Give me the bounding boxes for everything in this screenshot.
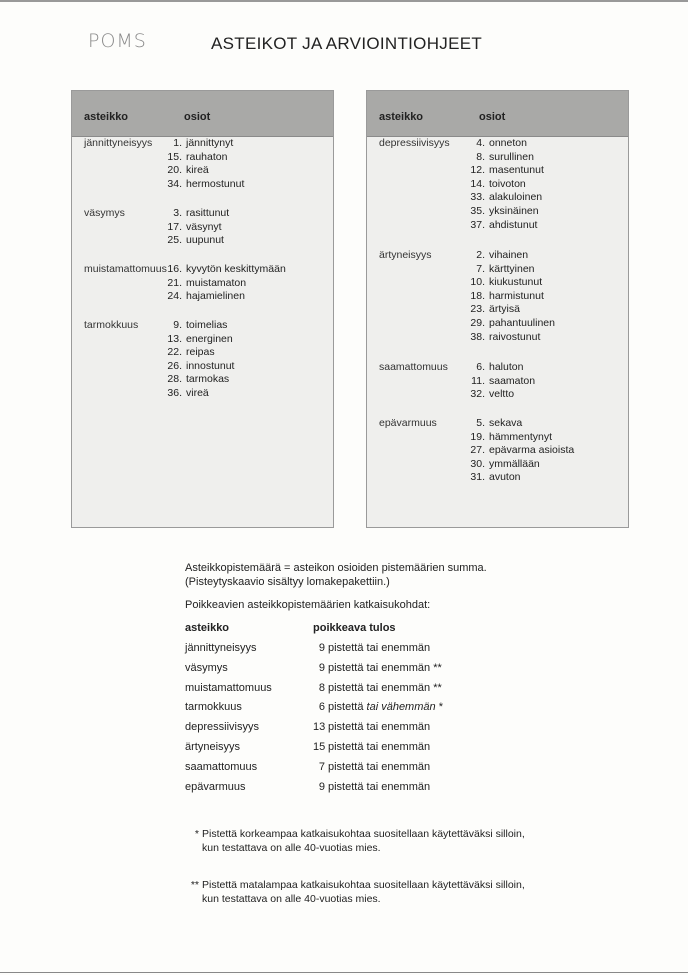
table-header bbox=[367, 91, 628, 137]
item-list bbox=[467, 417, 574, 485]
scale-name: ärtyneisyys bbox=[379, 249, 432, 261]
list-item: 30. ymmällään bbox=[470, 457, 540, 470]
list-item: 1. jännittynyt bbox=[173, 137, 234, 149]
list-item: 7. kärttyinen bbox=[476, 262, 535, 275]
item-list bbox=[467, 137, 544, 232]
page-bottom-border bbox=[0, 972, 688, 973]
list-item: 4. onneton bbox=[476, 137, 527, 149]
page-title: ASTEIKOT JA ARVIOINTIOHJEET bbox=[211, 34, 483, 53]
list-item: 3. rasittunut bbox=[173, 207, 230, 219]
scales-table-right bbox=[366, 90, 629, 528]
list-item: 19. hämmentynyt bbox=[470, 430, 553, 443]
list-item: 38. raivostunut bbox=[470, 330, 541, 343]
cutoff-intro: Poikkeavien asteikkopistemäärien katkaisukohdat: bbox=[185, 599, 431, 611]
list-item: 11. saamaton bbox=[471, 374, 536, 387]
header-items: osiot bbox=[184, 111, 211, 123]
list-item: 32. veltto bbox=[470, 388, 515, 401]
scale-name: muistamattomuus bbox=[84, 263, 167, 275]
footnote-double-star: ** Pistettä matalampaa katkaisukohtaa suositellaan käytettäväksi silloin, kun testattava on alle 40-vuotias mies. bbox=[190, 879, 525, 905]
list-item: 9. toimelias bbox=[173, 319, 228, 331]
score-line: (Pisteytyskaavio sisältyy lomakepakettiin.) bbox=[185, 575, 390, 588]
list-item: 33. alakuloinen bbox=[470, 191, 543, 204]
score-line: Asteikkopistemäärä = asteikon osioiden pistemäärien summa. bbox=[185, 562, 487, 574]
list-item: 22. reipas bbox=[167, 346, 215, 359]
scale-name: epävarmuus bbox=[379, 417, 437, 429]
footnote-single-star: * Pistettä korkeampaa katkaisukohtaa suositellaan käytettäväksi silloin, kun testattava on alle 40-vuotias mies. bbox=[194, 828, 525, 854]
scale-name: saamattomuus bbox=[379, 361, 448, 373]
list-item: 20. kireä bbox=[167, 164, 209, 177]
list-item: 10. kiukustunut bbox=[470, 276, 543, 289]
handwritten-label: POMS bbox=[88, 30, 147, 52]
list-item: 31. avuton bbox=[470, 471, 521, 484]
table-header bbox=[72, 91, 333, 137]
scale-name: tarmokkuus bbox=[84, 319, 139, 331]
cutoff-header-result: poikkeava tulos bbox=[313, 622, 396, 634]
list-item: 29. pahantuulinen bbox=[470, 316, 555, 329]
page-top-border bbox=[0, 0, 688, 2]
item-list bbox=[164, 207, 229, 248]
scale-name: jännittyneisyys bbox=[84, 137, 153, 149]
header-scale: asteikko bbox=[379, 111, 424, 123]
list-item: 26. innostunut bbox=[167, 359, 235, 372]
list-item: 23. ärtyisä bbox=[470, 303, 520, 316]
list-item: 35. yksinäinen bbox=[470, 204, 539, 217]
scales-table-left bbox=[71, 90, 334, 528]
list-item: 37. ahdistunut bbox=[470, 218, 538, 231]
list-item: 16. kyvytön keskittymään bbox=[167, 263, 286, 275]
list-item: 2. vihainen bbox=[476, 249, 529, 261]
list-item: 17. väsynyt bbox=[167, 220, 222, 233]
list-item: 14. toivoton bbox=[470, 177, 526, 190]
list-item: 13. energinen bbox=[167, 332, 233, 345]
item-list bbox=[467, 361, 535, 402]
list-item: 21. muistamaton bbox=[167, 276, 247, 289]
header-items: osiot bbox=[479, 111, 506, 123]
list-item: 8. surullinen bbox=[476, 150, 534, 163]
list-item: 24. hajamielinen bbox=[167, 290, 245, 303]
item-list bbox=[467, 249, 555, 344]
item-list bbox=[164, 137, 244, 191]
item-list bbox=[164, 319, 234, 401]
item-list bbox=[164, 263, 286, 304]
list-item: 6. haluton bbox=[476, 361, 524, 373]
scale-name: depressiivisyys bbox=[379, 137, 450, 149]
score-definition bbox=[185, 562, 487, 589]
list-item: 5. sekava bbox=[476, 417, 523, 429]
scale-name: väsymys bbox=[84, 207, 125, 219]
list-item: 25. uupunut bbox=[167, 234, 224, 247]
list-item: 12. masentunut bbox=[470, 164, 544, 177]
list-item: 34. hermostunut bbox=[167, 177, 245, 190]
header-scale: asteikko bbox=[84, 111, 129, 123]
cutoff-header-scale: asteikko bbox=[185, 622, 230, 634]
list-item: 18. harmistunut bbox=[470, 289, 544, 302]
list-item: 36. vireä bbox=[167, 386, 209, 399]
list-item: 27. epävarma asioista bbox=[470, 444, 575, 457]
list-item: 15. rauhaton bbox=[167, 150, 228, 163]
list-item: 28. tarmokas bbox=[167, 373, 230, 386]
